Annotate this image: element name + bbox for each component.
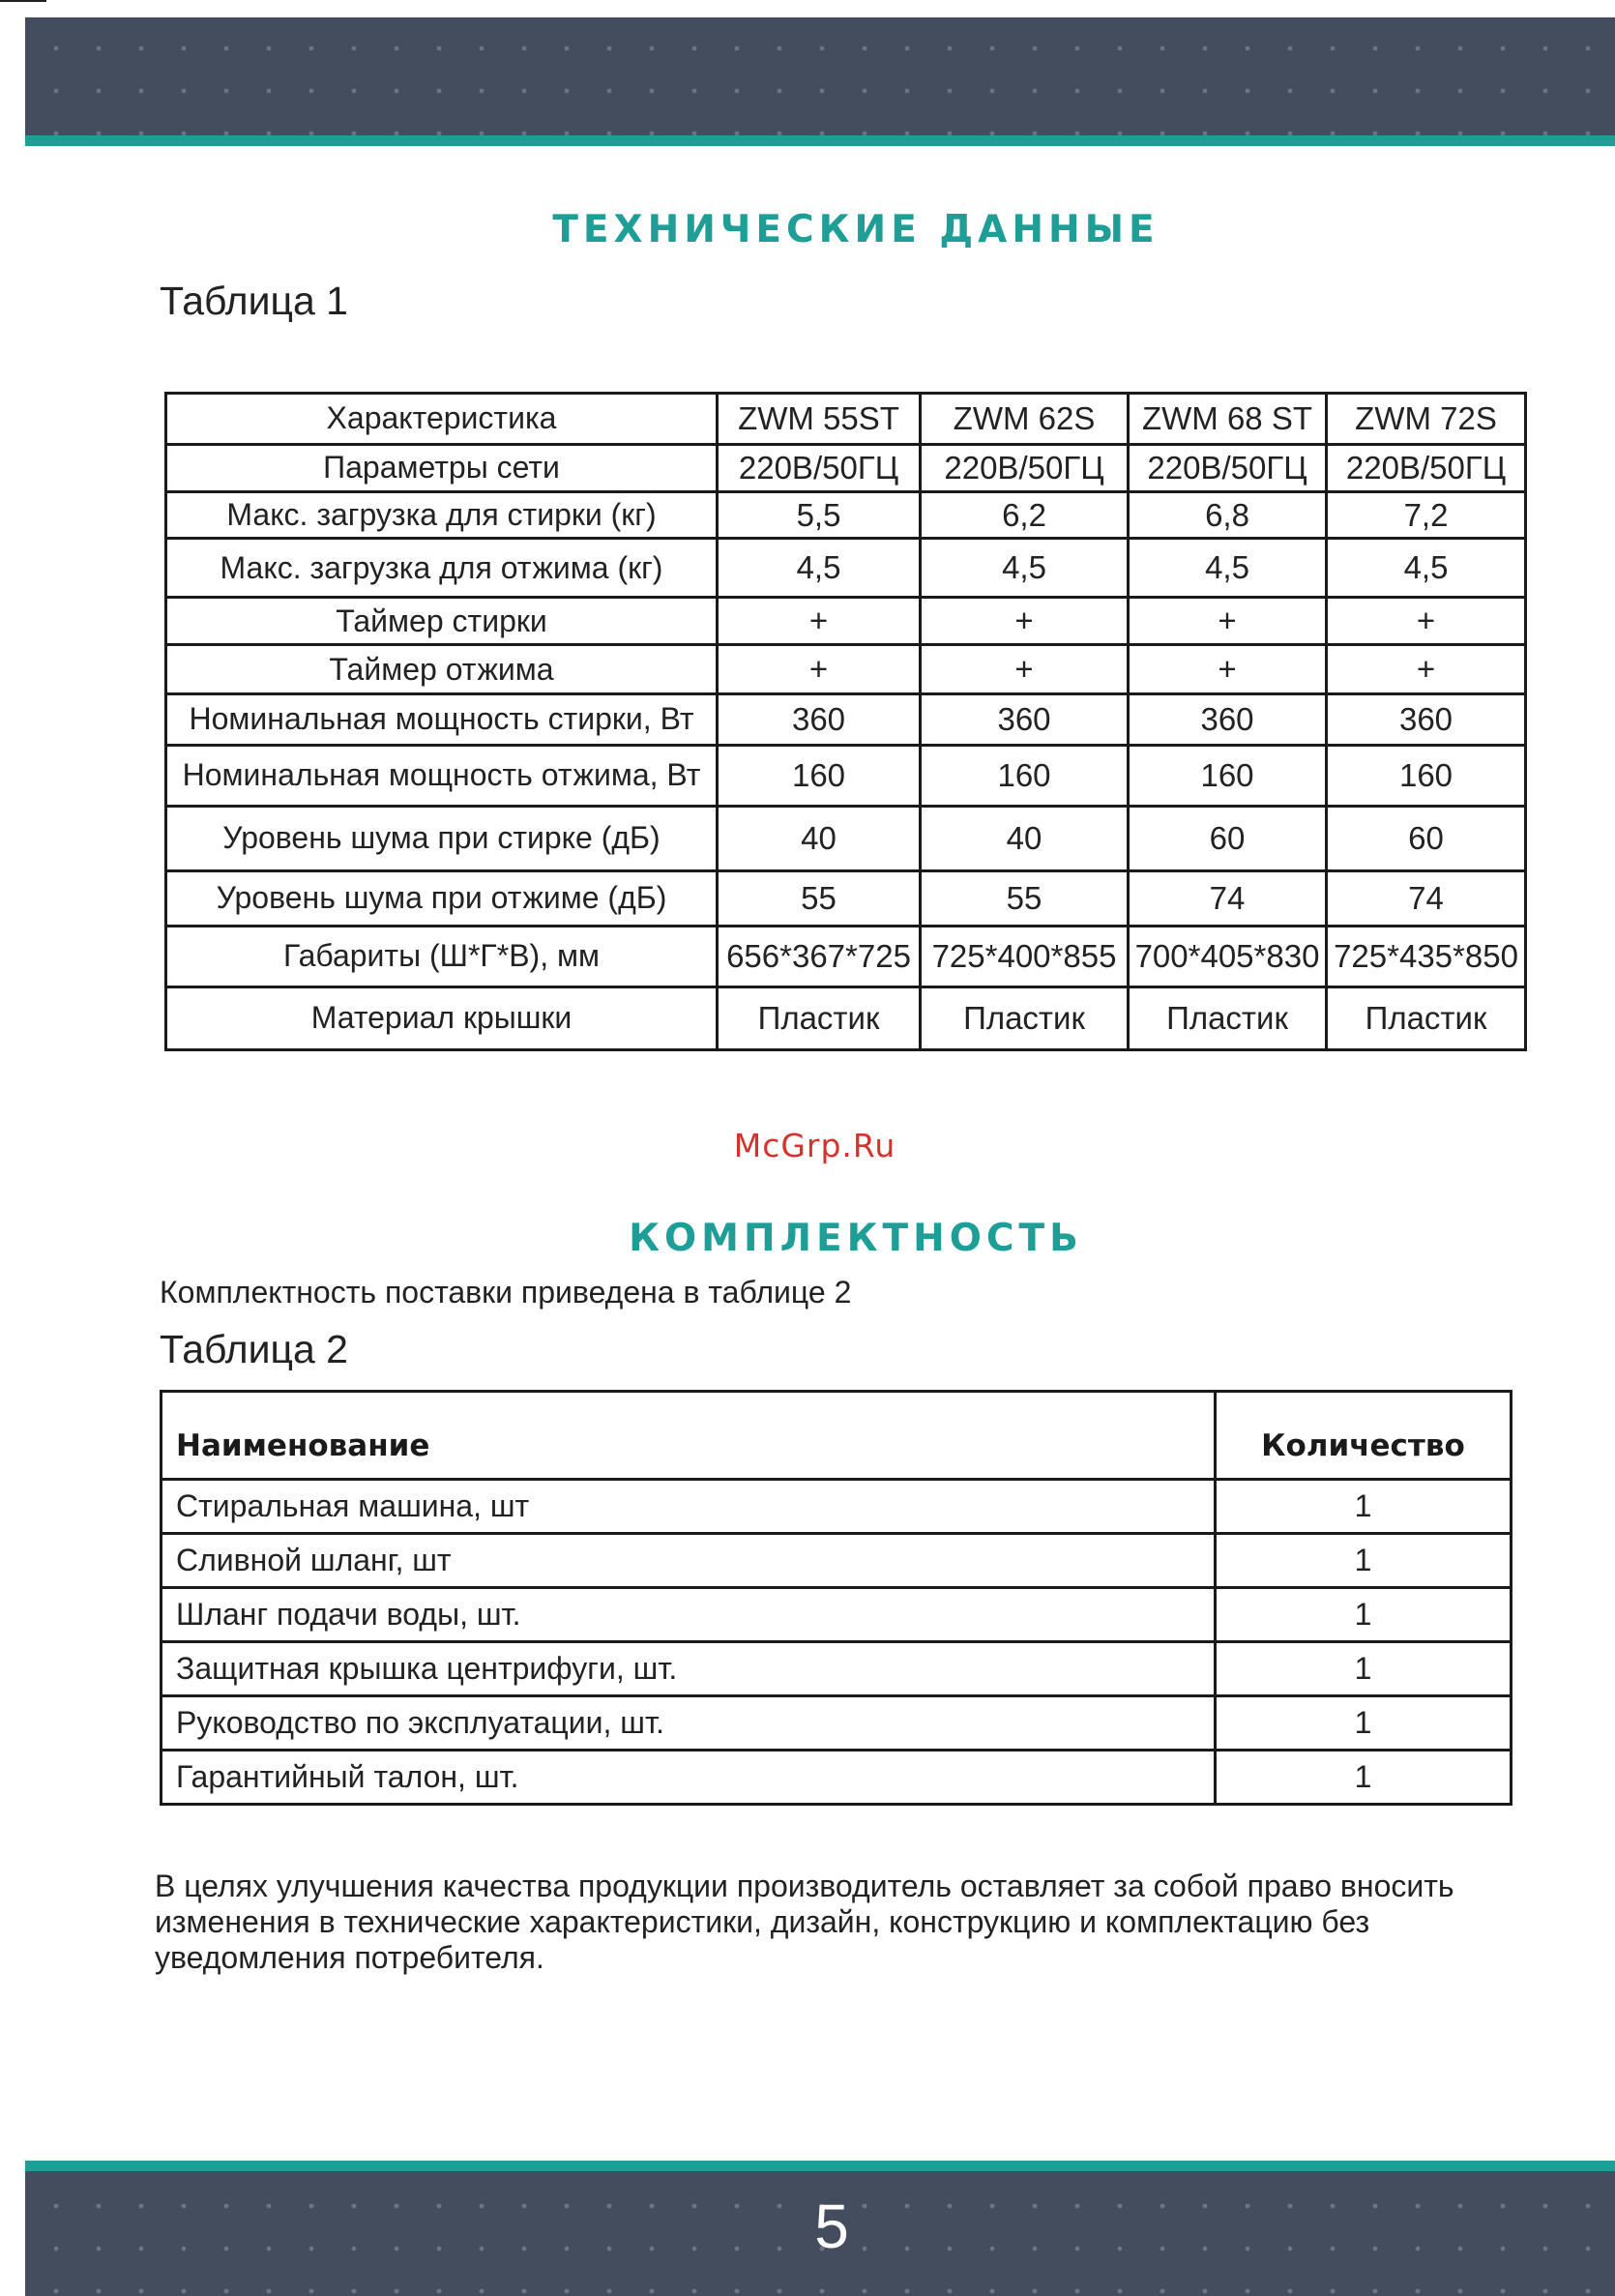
spec-table	[164, 392, 1527, 1051]
spec-cell: Уровень шума при стирке (дБ)	[166, 806, 718, 870]
spec-cell: Материал крышки	[166, 986, 718, 1049]
spec-cell: 360	[1327, 693, 1526, 745]
footer-accent-stripe	[25, 2161, 1615, 2171]
spec-cell: 4,5	[1129, 539, 1327, 598]
spec-cell: 6,8	[1129, 491, 1327, 539]
spec-cell: +	[718, 645, 921, 694]
spec-cell: 40	[921, 806, 1129, 870]
kit-item-name: Руководство по эксплуатации, шт.	[162, 1696, 1216, 1751]
spec-cell: Пластик	[921, 986, 1129, 1049]
spec-cell: 5,5	[718, 491, 921, 539]
spec-cell: 7,2	[1327, 491, 1526, 539]
spec-cell: 55	[718, 870, 921, 926]
spec-cell: +	[1129, 598, 1327, 645]
kit-item-name: Гарантийный талон, шт.	[162, 1751, 1216, 1805]
spec-cell: 160	[718, 745, 921, 806]
spec-cell: 74	[1327, 870, 1526, 926]
spec-row	[166, 745, 1526, 806]
spec-cell: +	[1327, 598, 1526, 645]
watermark: McGrp.Ru	[733, 1127, 896, 1164]
spec-cell: 4,5	[921, 539, 1129, 598]
spec-cell: 725*435*850	[1327, 926, 1526, 986]
table-row	[162, 1696, 1512, 1751]
spec-row	[166, 806, 1526, 870]
spec-row	[166, 926, 1526, 986]
spec-cell: 4,5	[718, 539, 921, 598]
kit-item-name: Стиральная машина, шт	[162, 1480, 1216, 1534]
spec-cell: 725*400*855	[921, 926, 1129, 986]
spec-cell: Габариты (Ш*Г*В), мм	[166, 926, 718, 986]
spec-cell: 220В/50ГЦ	[1129, 444, 1327, 491]
spec-cell: 55	[921, 870, 1129, 926]
spec-cell: ZWM 72S	[1327, 394, 1526, 445]
kit-item-qty: 1	[1216, 1534, 1512, 1588]
spec-cell: Характеристика	[166, 394, 718, 445]
spec-cell: Пластик	[1129, 986, 1327, 1049]
spec-cell: 60	[1327, 806, 1526, 870]
spec-cell: Номинальная мощность стирки, Вт	[166, 693, 718, 745]
kit-item-qty: 1	[1216, 1480, 1512, 1534]
spec-cell: 220В/50ГЦ	[1327, 444, 1526, 491]
spec-cell: 360	[718, 693, 921, 745]
spec-cell: ZWM 55ST	[718, 394, 921, 445]
kit-title: КОМПЛЕКТНОСТЬ	[629, 1217, 1083, 1260]
tech-data-title: ТЕХНИЧЕСКИЕ ДАННЫЕ	[552, 208, 1160, 251]
spec-row	[166, 645, 1526, 694]
spec-row	[166, 870, 1526, 926]
kit-table	[160, 1390, 1512, 1806]
spec-cell: +	[921, 645, 1129, 694]
spec-cell: +	[921, 598, 1129, 645]
spec-cell: Уровень шума при отжиме (дБ)	[166, 870, 718, 926]
spec-cell: +	[718, 598, 921, 645]
kit-item-qty: 1	[1216, 1696, 1512, 1751]
spec-row	[166, 444, 1526, 491]
kit-item-name: Сливной шланг, шт	[162, 1534, 1216, 1588]
spec-cell: 160	[1327, 745, 1526, 806]
kit-item-name: Защитная крышка центрифуги, шт.	[162, 1642, 1216, 1696]
spec-row	[166, 986, 1526, 1049]
disclaimer-text: В целях улучшения качества продукции производитель оставляет за собой право вносить изменения в технические характеристики, дизайн, конструкцию и комплектацию без уведомления потребителя.	[155, 1869, 1454, 1975]
header-band	[25, 17, 1615, 135]
table1-label: Таблица 1	[160, 279, 348, 323]
kit-header-row	[162, 1392, 1512, 1480]
spec-cell: 360	[921, 693, 1129, 745]
spec-cell: 220В/50ГЦ	[718, 444, 921, 491]
table-row	[162, 1751, 1512, 1805]
spec-cell: ZWM 68 ST	[1129, 394, 1327, 445]
spec-cell: Таймер отжима	[166, 645, 718, 694]
page-number: 5	[814, 2192, 849, 2261]
spec-cell: Таймер стирки	[166, 598, 718, 645]
spec-row	[166, 693, 1526, 745]
spec-row	[166, 539, 1526, 598]
kit-item-qty: 1	[1216, 1642, 1512, 1696]
spec-cell: Макс. загрузка для стирки (кг)	[166, 491, 718, 539]
spec-cell: 656*367*725	[718, 926, 921, 986]
spec-cell: Номинальная мощность отжима, Вт	[166, 745, 718, 806]
spec-cell: 360	[1129, 693, 1327, 745]
table-row	[162, 1534, 1512, 1588]
spec-cell: Макс. загрузка для отжима (кг)	[166, 539, 718, 598]
spec-cell: Параметры сети	[166, 444, 718, 491]
kit-item-name: Шланг подачи воды, шт.	[162, 1588, 1216, 1642]
spec-cell: +	[1327, 645, 1526, 694]
table2-label: Таблица 2	[160, 1327, 348, 1371]
table-row	[162, 1480, 1512, 1534]
kit-intro: Комплектность поставки приведена в таблице 2	[160, 1275, 852, 1310]
spec-cell: 40	[718, 806, 921, 870]
spec-cell: 160	[921, 745, 1129, 806]
spec-cell: 6,2	[921, 491, 1129, 539]
spec-cell: +	[1129, 645, 1327, 694]
header-accent-stripe	[25, 135, 1615, 146]
corner-rule	[0, 0, 46, 2]
kit-header-name: Наименование	[162, 1392, 1216, 1480]
spec-cell: 4,5	[1327, 539, 1526, 598]
spec-cell: 60	[1129, 806, 1327, 870]
spec-cell: 74	[1129, 870, 1327, 926]
spec-cell: Пластик	[1327, 986, 1526, 1049]
spec-cell: ZWM 62S	[921, 394, 1129, 445]
spec-cell: Пластик	[718, 986, 921, 1049]
kit-header-qty: Количество	[1216, 1392, 1512, 1480]
table-row	[162, 1642, 1512, 1696]
spec-row	[166, 598, 1526, 645]
spec-cell: 700*405*830	[1129, 926, 1327, 986]
spec-cell: 160	[1129, 745, 1327, 806]
table-row	[162, 1588, 1512, 1642]
spec-row	[166, 491, 1526, 539]
kit-item-qty: 1	[1216, 1588, 1512, 1642]
kit-item-qty: 1	[1216, 1751, 1512, 1805]
spec-row	[166, 394, 1526, 445]
spec-cell: 220В/50ГЦ	[921, 444, 1129, 491]
